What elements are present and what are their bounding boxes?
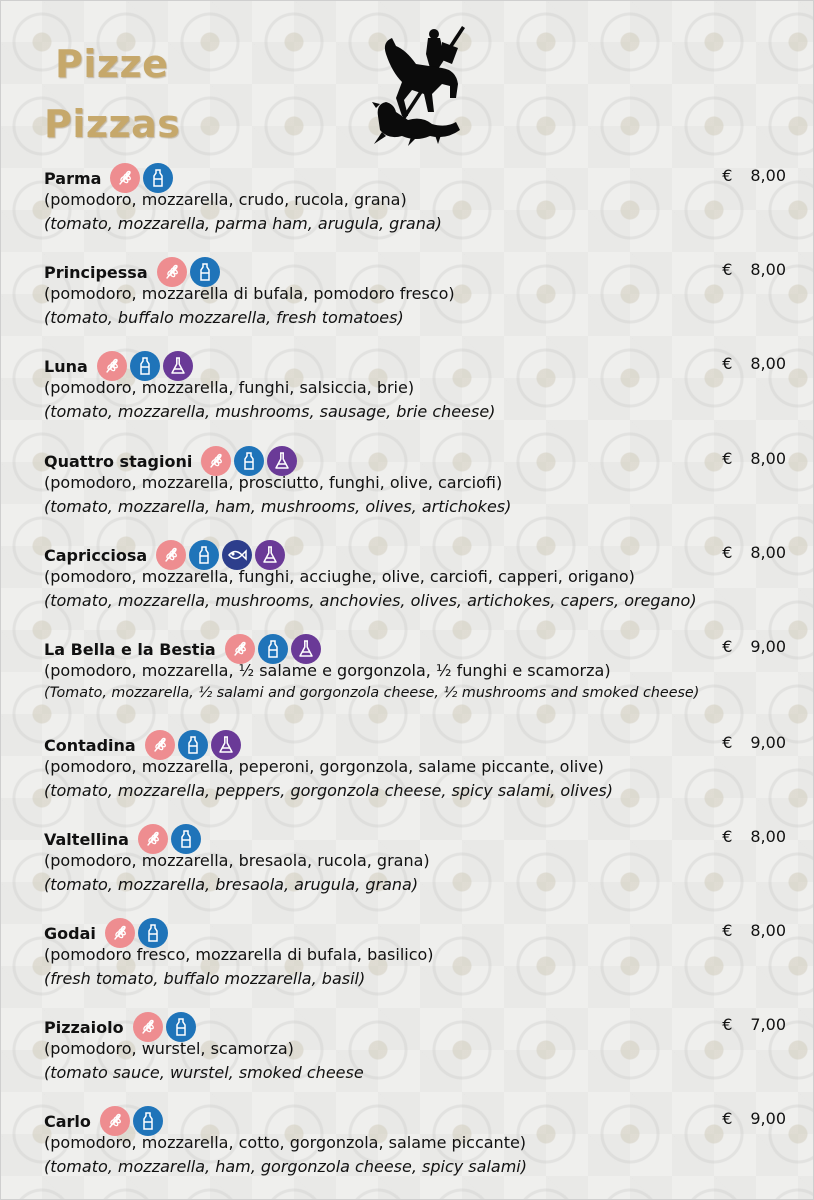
- milk-bottle-icon: [234, 446, 264, 476]
- menu-item: [44, 160, 786, 254]
- ingredients-english: (tomato, mozzarella, parma ham, arugula, grana): [44, 214, 442, 233]
- menu-item: [44, 537, 786, 631]
- menu-item: [44, 443, 786, 537]
- price-value: 9,00: [750, 733, 786, 752]
- pizza-name: Pizzaiolo: [44, 1017, 124, 1037]
- menu-item: [44, 727, 786, 821]
- saint-george-dragon-logo-icon: [372, 24, 468, 146]
- wheat-icon: [156, 540, 186, 570]
- flask-icon: [163, 351, 193, 381]
- pizza-price: [722, 1015, 786, 1034]
- price-value: 8,00: [750, 543, 786, 562]
- title-english: Pizzas: [44, 102, 181, 146]
- wheat-icon: [201, 446, 231, 476]
- ingredients-english: (fresh tomato, buffalo mozzarella, basil): [44, 969, 366, 988]
- ingredients-english: (tomato sauce, wurstel, smoked cheese: [44, 1063, 364, 1082]
- currency-symbol: €: [722, 260, 733, 279]
- wheat-icon: [225, 634, 255, 664]
- menu-item: [44, 348, 786, 442]
- price-value: 8,00: [750, 449, 786, 468]
- pizza-price: [722, 1109, 786, 1128]
- milk-bottle-icon: [171, 824, 201, 854]
- ingredients-italian: (pomodoro, wurstel, scamorza): [44, 1039, 294, 1058]
- ingredients-italian: (pomodoro, mozzarella, bresaola, rucola, grana): [44, 851, 430, 870]
- pizza-price: [722, 827, 786, 846]
- price-value: 9,00: [750, 1109, 786, 1128]
- menu-item: [44, 821, 786, 915]
- currency-symbol: €: [722, 166, 733, 185]
- currency-symbol: €: [722, 1015, 733, 1034]
- pizza-price: [722, 637, 786, 656]
- wheat-icon: [110, 163, 140, 193]
- currency-symbol: €: [722, 733, 733, 752]
- ingredients-italian: (pomodoro, mozzarella, ½ salame e gorgonzola, ½ funghi e scamorza): [44, 661, 611, 680]
- pizza-price: [722, 449, 786, 468]
- ingredients-english: (tomato, mozzarella, ham, mushrooms, olives, artichokes): [44, 497, 512, 516]
- milk-bottle-icon: [138, 918, 168, 948]
- currency-symbol: €: [722, 543, 733, 562]
- wheat-icon: [157, 257, 187, 287]
- pizza-name: La Bella e la Bestia: [44, 639, 216, 659]
- wheat-icon: [100, 1106, 130, 1136]
- wheat-icon: [138, 824, 168, 854]
- pizza-price: [722, 543, 786, 562]
- currency-symbol: €: [722, 921, 733, 940]
- milk-bottle-icon: [178, 730, 208, 760]
- ingredients-english: (tomato, mozzarella, ham, gorgonzola cheese, spicy salami): [44, 1157, 527, 1176]
- ingredients-italian: (pomodoro, mozzarella di bufala, pomodoro fresco): [44, 284, 455, 303]
- flask-icon: [291, 634, 321, 664]
- wheat-icon: [105, 918, 135, 948]
- price-value: 8,00: [750, 354, 786, 373]
- ingredients-english: (tomato, mozzarella, peppers, gorgonzola cheese, spicy salami, olives): [44, 781, 613, 800]
- ingredients-italian: (pomodoro, mozzarella, funghi, salsiccia, brie): [44, 378, 415, 397]
- pizza-name: Valtellina: [44, 829, 129, 849]
- ingredients-english: (tomato, buffalo mozzarella, fresh tomatoes): [44, 308, 404, 327]
- flask-icon: [267, 446, 297, 476]
- price-value: 8,00: [750, 260, 786, 279]
- milk-bottle-icon: [166, 1012, 196, 1042]
- pizza-name: Contadina: [44, 735, 136, 755]
- pizza-price: [722, 260, 786, 279]
- menu-item: [44, 1103, 786, 1197]
- price-value: 7,00: [750, 1015, 786, 1034]
- ingredients-italian: (pomodoro, mozzarella, funghi, acciughe, olive, carciofi, capperi, origano): [44, 567, 635, 586]
- currency-symbol: €: [722, 637, 733, 656]
- pizza-name: Luna: [44, 356, 88, 376]
- pizza-price: [722, 733, 786, 752]
- currency-symbol: €: [722, 354, 733, 373]
- pizza-name: Quattro stagioni: [44, 451, 193, 471]
- ingredients-italian: (pomodoro fresco, mozzarella di bufala, basilico): [44, 945, 434, 964]
- menu-item: [44, 631, 786, 725]
- pizza-name: Carlo: [44, 1111, 91, 1131]
- menu-header: [0, 0, 814, 150]
- ingredients-italian: (pomodoro, mozzarella, crudo, rucola, grana): [44, 190, 407, 209]
- pizza-price: [722, 166, 786, 185]
- flask-icon: [255, 540, 285, 570]
- pizza-name: Godai: [44, 923, 96, 943]
- ingredients-english: (tomato, mozzarella, mushrooms, sausage, brie cheese): [44, 402, 496, 421]
- milk-bottle-icon: [190, 257, 220, 287]
- milk-bottle-icon: [258, 634, 288, 664]
- menu-item: [44, 915, 786, 1009]
- pizza-name: Principessa: [44, 262, 148, 282]
- price-value: 8,00: [750, 921, 786, 940]
- milk-bottle-icon: [189, 540, 219, 570]
- milk-bottle-icon: [133, 1106, 163, 1136]
- pizza-name: Capricciosa: [44, 545, 148, 565]
- milk-bottle-icon: [130, 351, 160, 381]
- menu-item: [44, 1009, 786, 1103]
- ingredients-english: (tomato, mozzarella, mushrooms, anchovies, olives, artichokes, capers, oregano): [44, 591, 697, 610]
- menu-item: [44, 254, 786, 348]
- price-value: 9,00: [750, 637, 786, 656]
- currency-symbol: €: [722, 827, 733, 846]
- title-italian: Pizze: [55, 42, 169, 86]
- wheat-icon: [97, 351, 127, 381]
- ingredients-italian: (pomodoro, mozzarella, peperoni, gorgonzola, salame piccante, olive): [44, 757, 604, 776]
- milk-bottle-icon: [143, 163, 173, 193]
- pizza-price: [722, 354, 786, 373]
- currency-symbol: €: [722, 449, 733, 468]
- pizza-price: [722, 921, 786, 940]
- wheat-icon: [145, 730, 175, 760]
- price-value: 8,00: [750, 827, 786, 846]
- pizza-name: Parma: [44, 168, 102, 188]
- price-value: 8,00: [750, 166, 786, 185]
- flask-icon: [211, 730, 241, 760]
- ingredients-italian: (pomodoro, mozzarella, prosciutto, funghi, olive, carciofi): [44, 473, 503, 492]
- currency-symbol: €: [722, 1109, 733, 1128]
- wheat-icon: [133, 1012, 163, 1042]
- ingredients-english: (Tomato, mozzarella, ½ salami and gorgonzola cheese, ½ mushrooms and smoked cheese): [44, 685, 700, 701]
- ingredients-english: (tomato, mozzarella, bresaola, arugula, grana): [44, 875, 419, 894]
- ingredients-italian: (pomodoro, mozzarella, cotto, gorgonzola, salame piccante): [44, 1133, 527, 1152]
- fish-icon: [222, 540, 252, 570]
